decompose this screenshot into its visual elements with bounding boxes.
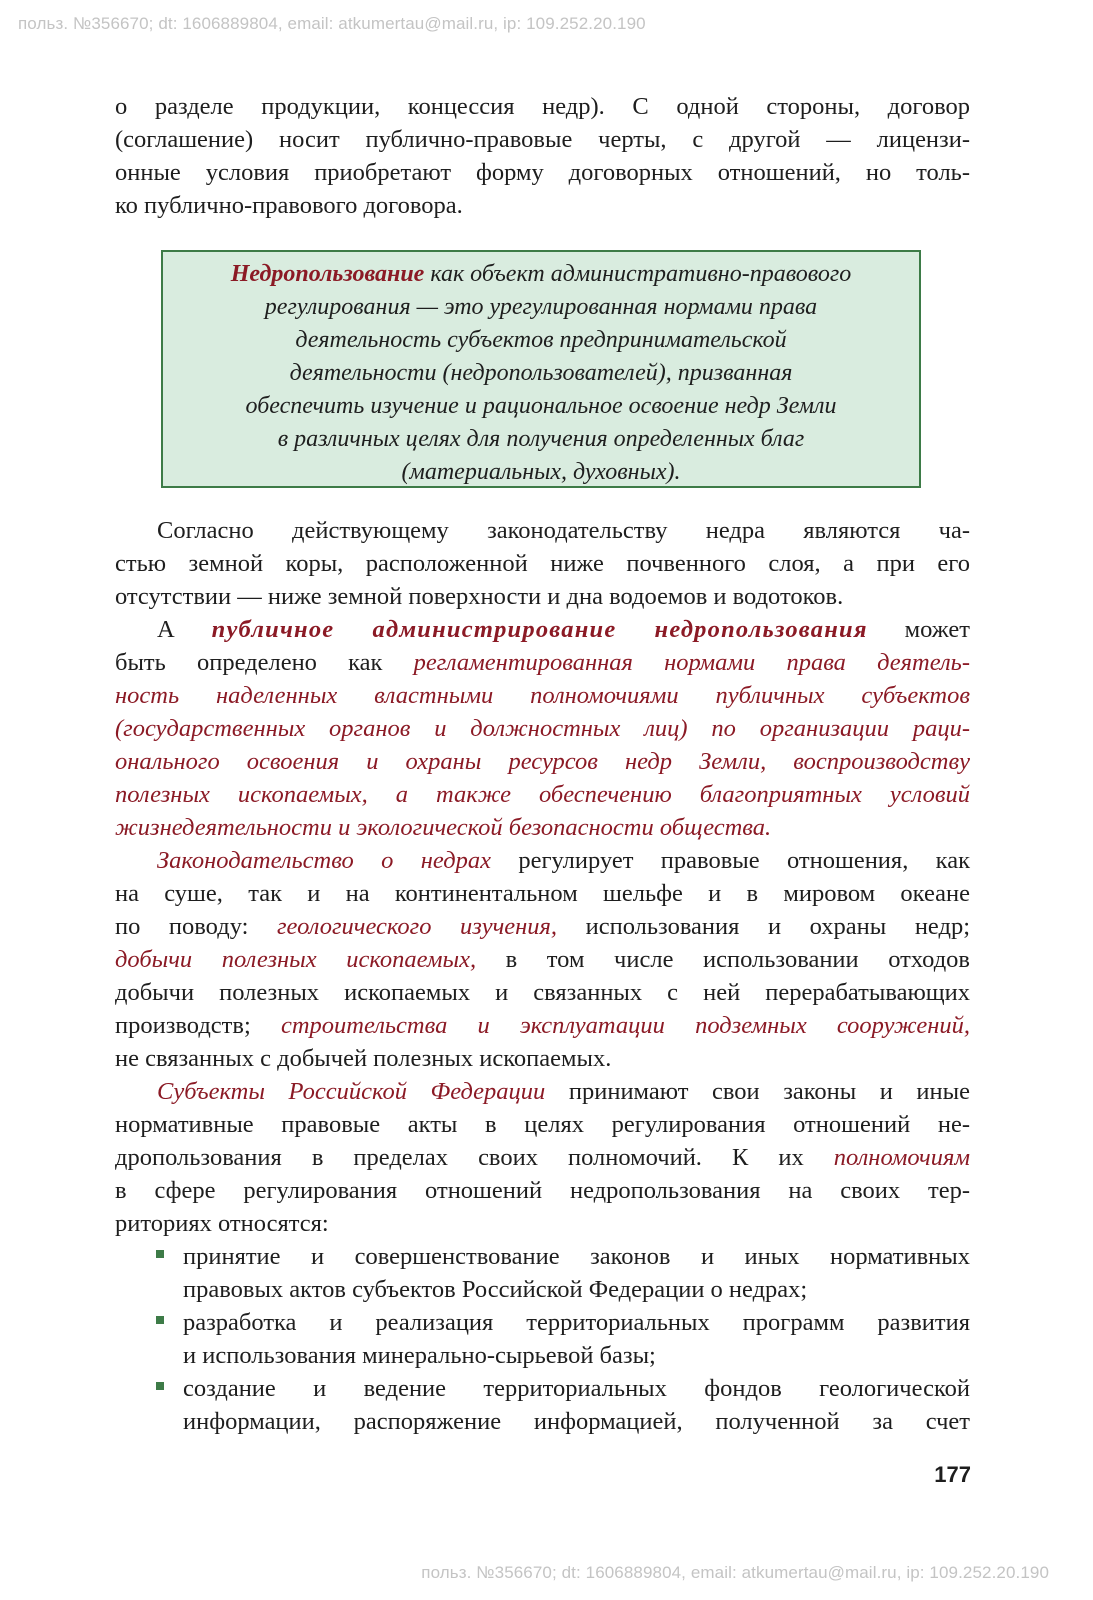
text-line: в сфере регулирования отношений недропользования на своих тер- — [115, 1177, 970, 1204]
text-line: добычи полезных ископаемых и связанных с ней перерабатывающих — [115, 979, 970, 1006]
definition-line: деятельность субъектов предпринимательской — [295, 327, 787, 353]
highlighted-text: Законодательство о недрах — [157, 847, 491, 874]
text-span: быть определено как — [115, 649, 414, 676]
text-line — [115, 646, 970, 679]
text-line: не связанных с добычей полезных ископаемых. — [115, 1045, 612, 1072]
watermark-top: польз. №356670; dt: 1606889804, email: atkumertau@mail.ru, ip: 109.252.20.190 — [18, 14, 646, 33]
text-line: (соглашение) носит публично-правовые черты, с другой — лицензи- — [115, 126, 970, 153]
page-number: 177 — [934, 1462, 971, 1487]
text-line: отсутствии — ниже земной поверхности и дна водоемов и водотоков. — [115, 583, 844, 610]
text-span: может — [867, 616, 970, 643]
list-item: создание и ведение территориальных фондов геологической — [183, 1375, 970, 1402]
text-line — [157, 613, 970, 646]
highlighted-text: полномочиям — [833, 1144, 970, 1171]
highlighted-line: онального освоения и охраны ресурсов недр Земли, воспроизводству — [115, 748, 970, 775]
highlighted-line: ность наделенных властными полномочиями публичных субъектов — [115, 682, 970, 709]
definition-term: Недропользование — [230, 261, 425, 287]
definition-line — [163, 258, 919, 291]
definition-line: обеспечить изучение и рациональное освоение недр Земли — [245, 393, 837, 419]
list-item: информации, распоряжение информацией, полученной за счет — [183, 1408, 970, 1435]
text-line: онные условия приобретают форму договорных отношений, но толь- — [115, 159, 970, 186]
definition-box — [161, 250, 921, 488]
text-span: в том числе использовании отходов — [476, 946, 970, 973]
bullet-square-icon — [156, 1316, 164, 1324]
highlighted-line: жизнедеятельности и экологической безопасности общества. — [115, 814, 772, 841]
highlighted-line: (государственных органов и должностных лиц) по организации раци- — [115, 715, 970, 742]
text-line — [115, 1141, 970, 1174]
text-line — [115, 943, 970, 976]
text-line: нормативные правовые акты в целях регулирования отношений не- — [115, 1111, 970, 1138]
list-item: разработка и реализация территориальных программ развития — [183, 1309, 970, 1336]
highlighted-text: добычи полезных ископаемых, — [115, 946, 477, 973]
text-span: А — [157, 616, 212, 643]
highlighted-text: Субъекты Российской Федерации — [157, 1078, 546, 1105]
text-span: по поводу: — [115, 913, 277, 940]
text-line: ко публично-правового договора. — [115, 192, 463, 219]
text-line — [157, 844, 970, 877]
list-item: правовых актов субъектов Российской Федерации о недрах; — [183, 1276, 808, 1303]
text-span: использования и охраны недр; — [557, 913, 970, 940]
text-line: Согласно действующему законодательству недра являются ча- — [157, 517, 970, 544]
highlighted-text: регламентированная нормами права деятель- — [413, 649, 970, 676]
bullet-square-icon — [156, 1382, 164, 1390]
text-span: дропользования в пределах своих полномочий. К их — [115, 1144, 834, 1171]
text-span: регулирует правовые отношения, как — [490, 847, 970, 874]
highlighted-text: строительства и эксплуатации подземных сооружений, — [280, 1012, 970, 1039]
definition-line: деятельности (недропользователей), призванная — [289, 360, 793, 386]
text-line: стью земной коры, расположенной ниже почвенного слоя, а при его — [115, 550, 970, 577]
definition-line: регулирования — это урегулированная нормами права — [264, 294, 818, 320]
list-item: и использования минерально-сырьевой базы; — [183, 1342, 656, 1369]
bullet-square-icon — [156, 1250, 164, 1258]
text-line — [115, 1009, 970, 1042]
text-line: на суше, так и на континентальном шельфе и в мировом океане — [115, 880, 970, 907]
text-line — [157, 1075, 970, 1108]
definition-line: (материальных, духовных). — [401, 459, 681, 485]
highlighted-line: полезных ископаемых, а также обеспечению благоприятных условий — [115, 781, 970, 808]
text-span: принимают свои законы и иные — [545, 1078, 970, 1105]
definition-text: как объект административно-правового — [424, 261, 852, 287]
highlighted-text: геологического изучения, — [277, 913, 558, 940]
definition-line: в различных целях для получения определенных благ — [277, 426, 805, 452]
list-item: принятие и совершенствование законов и иных нормативных — [183, 1243, 970, 1270]
text-span: производств; — [115, 1012, 281, 1039]
watermark-bottom: польз. №356670; dt: 1606889804, email: atkumertau@mail.ru, ip: 109.252.20.190 — [421, 1563, 1049, 1582]
text-line — [115, 910, 970, 943]
key-term: публичное администрирование недропользования — [211, 616, 868, 643]
text-line: о разделе продукции, концессия недр). С одной стороны, договор — [115, 93, 970, 120]
text-line: риториях относятся: — [115, 1210, 329, 1237]
